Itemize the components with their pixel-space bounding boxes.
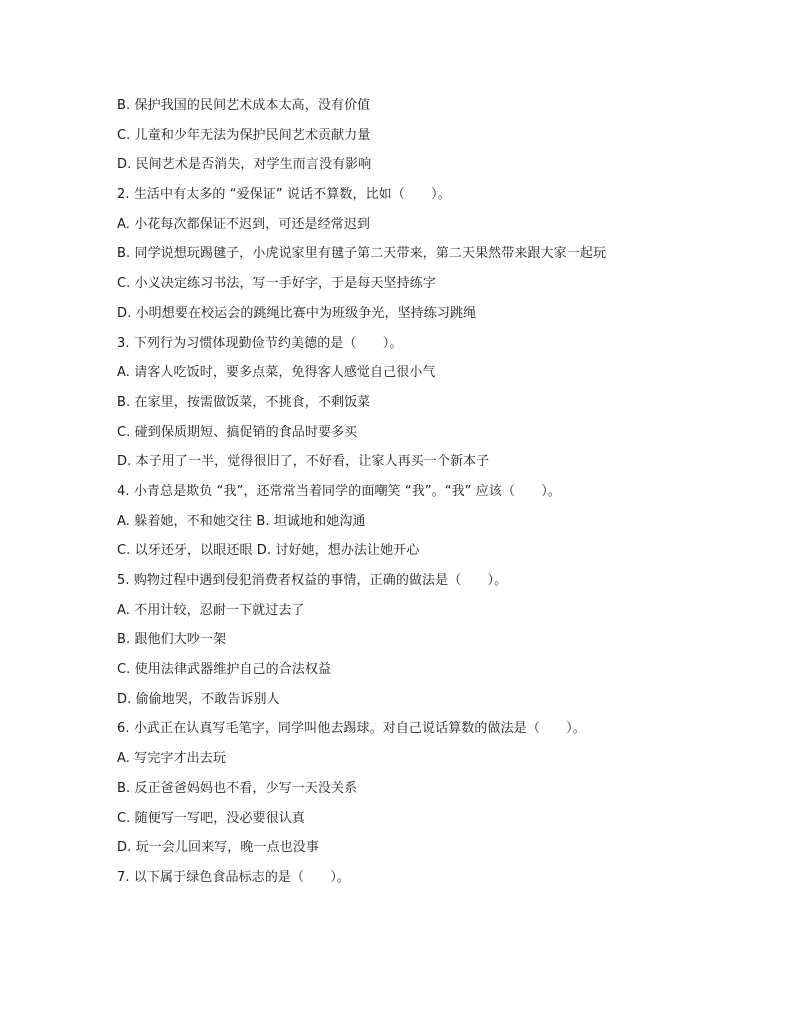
option-6b-line: B. 反正爸爸妈妈也不看，少写一天没关系	[117, 780, 358, 796]
option-3a-line: A. 请客人吃饭时，要多点菜，免得客人感觉自己很小气	[117, 365, 436, 381]
question-6-stem: 6. 小武正在认真写毛笔字，同学叫他去踢球。对自己说话算数的做法是（ ）。	[117, 721, 586, 737]
question-2-stem: 2. 生活中有太多的 “爱保证” 说话不算数，比如（ ）。	[117, 187, 451, 203]
option-4ab-line: A. 躲着她，不和她交往 B. 坦诚地和她沟通	[117, 513, 366, 529]
option-3c-line: C. 碰到保质期短、搞促销的食品时要多买	[117, 424, 358, 440]
question-7-stem: 7. 以下属于绿色食品标志的是（ ）。	[117, 869, 351, 885]
question-text	[117, 91, 737, 893]
option-2b-line: B. 同学说想玩踢毽子，小虎说家里有毽子第二天带来，第二天果然带来跟大家一起玩	[117, 246, 607, 262]
option-6a-line: A. 写完字才出去玩	[117, 751, 226, 767]
option-1b-line: B. 保护我国的民间艺术成本太高，没有价值	[117, 98, 371, 113]
option-5a-line: A. 不用计较，忍耐一下就过去了	[117, 602, 305, 618]
question-3-stem: 3. 下列行为习惯体现勤俭节约美德的是（ ）。	[117, 335, 403, 351]
option-5b-line: B. 跟他们大吵一架	[117, 632, 227, 648]
option-2c-line: C. 小义决定练习书法，写一手好字，于是每天坚持练字	[117, 276, 436, 292]
option-3b-line: B. 在家里，按需做饭菜，不挑食，不剩饭菜	[117, 394, 371, 410]
option-6d-line: D. 玩一会儿回来写，晚一点也没事	[117, 840, 319, 856]
option-2d-line: D. 小明想要在校运会的跳绳比赛中为班级争光，坚持练习跳绳	[117, 305, 477, 321]
option-6c-line: C. 随便写一写吧，没必要很认真	[117, 810, 305, 826]
option-4cd-line: C. 以牙还牙，以眼还眼 D. 讨好她，想办法让她开心	[117, 543, 420, 559]
option-2a-line: A. 小花每次都保证不迟到，可还是经常迟到	[117, 216, 371, 232]
option-5c-line: C. 使用法律武器维护自己的合法权益	[117, 662, 332, 678]
option-5d-line: D. 偷偷地哭，不敢告诉别人	[117, 691, 280, 707]
question-5-stem: 5. 购物过程中遇到侵犯消费者权益的事情，正确的做法是（ ）。	[117, 573, 508, 588]
option-1c-line: C. 儿童和少年无法为保护民间艺术贡献力量	[117, 127, 371, 143]
question-4-stem: 4. 小青总是欺负 “我”，还常常当着同学的面嘲笑 “我”。“我” 应该（ ）。	[117, 483, 561, 499]
option-3d-line: D. 本子用了一半，觉得很旧了，不好看，让家人再买一个新本子	[117, 454, 490, 470]
option-1d-line: D. 民间艺术是否消失，对学生而言没有影响	[117, 157, 372, 173]
